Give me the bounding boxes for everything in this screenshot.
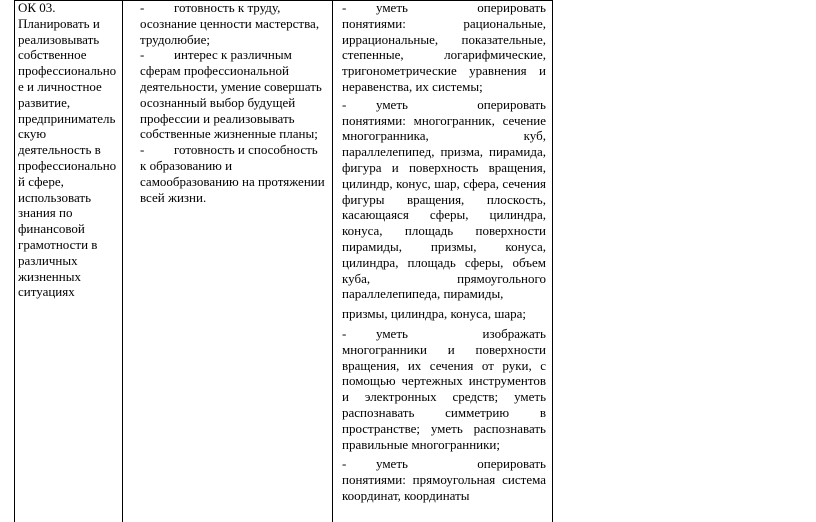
- competency-cell: [18, 0, 118, 300]
- personal-result-text: готовность к труду, осознание ценности мастерства, трудолюбие;: [140, 0, 320, 47]
- subject-result-text: призмы, цилиндра, конуса, шара;: [342, 306, 526, 322]
- table-border-left: [14, 0, 15, 522]
- subject-result-text: уметь изображать многогранники и поверхности вращения, их сечения от руки, с помощью чертежных инструментов и электронных средств; уметь распознавать симметрию в пространстве; уметь распознавать правильные многогранники;: [342, 325, 546, 452]
- table-border-col3: [332, 0, 333, 522]
- list-dash: -: [342, 96, 347, 112]
- competency-text: Планировать и реализовывать собственное профессионально е и личностное развитие, предприниматель скую деятельность в профессионально й сфере, использовать знания по финансовой грамотности в различных жизненных ситуациях: [18, 15, 117, 300]
- personal-result-item: [140, 47, 326, 142]
- table-border-right: [552, 0, 553, 522]
- list-dash: -: [140, 142, 145, 158]
- list-dash: -: [140, 47, 145, 63]
- subject-result-item: [342, 0, 546, 95]
- subject-result-text: уметь оперировать понятиями: рациональные, иррациональные, показательные, степенные, логарифмические, тригонометрические уравнения и неравенства, их системы;: [342, 0, 546, 94]
- subject-result-item: [342, 326, 546, 452]
- subject-results-cell: [342, 0, 546, 504]
- subject-result-item: [342, 456, 546, 503]
- list-dash: -: [342, 325, 347, 341]
- list-dash: -: [140, 0, 145, 15]
- list-dash: -: [342, 0, 347, 15]
- personal-result-text: готовность и способность к образованию и самообразованию на протяжении всей жизни.: [140, 142, 325, 205]
- personal-result-text: интерес к различным сферам профессиональной деятельности, умение совершать осознанный выбор будущей профессии и реализовывать собственные жизненные планы;: [140, 47, 322, 142]
- list-dash: -: [342, 456, 347, 472]
- subject-result-item: [342, 97, 546, 302]
- competency-code: ОК 03.: [18, 0, 56, 15]
- personal-results-cell: [140, 0, 326, 205]
- subject-result-continuation: [342, 306, 546, 322]
- subject-result-text: уметь оперировать понятиями: многогранник, сечение многогранника, куб, параллелепипед, призма, пирамида, фигура и поверхность вращения, цилиндр, конус, шар, сфера, сечения фигуры вращения, плоскость, касающаяся сферы, цилиндра, конуса, площадь поверхности пирамиды, призмы, конуса, цилиндра, площадь сферы, объем куба, прямоугольного параллелепипеда, пирамиды,: [342, 96, 546, 302]
- personal-result-item: [140, 142, 326, 205]
- subject-result-text: уметь оперировать понятиями: прямоугольная система координат, координаты: [342, 456, 546, 503]
- personal-result-item: [140, 0, 326, 47]
- table-border-col2: [122, 0, 123, 522]
